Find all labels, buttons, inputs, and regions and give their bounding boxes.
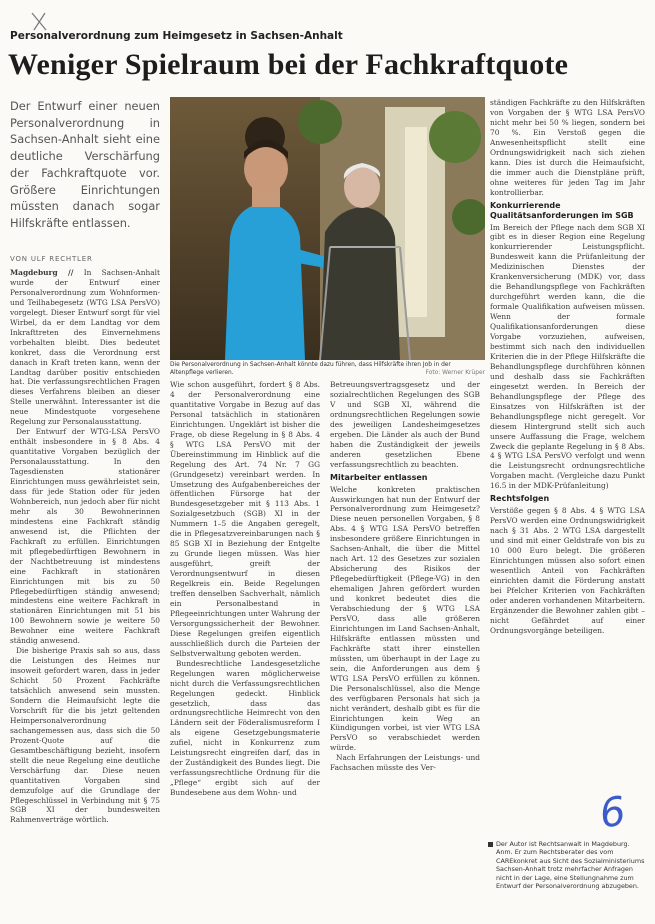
col4-paragraph-3: Verstöße gegen § 8 Abs. 4 § WTG LSA PersVO werden eine Ordnungswidrigkeit nach § 31 Abs. 2 WTG LSA dargestellt und sind mit einer Geldstrafe von bis zu 10 000 Euro belegt. Die größeren Einrichtungen müssen also sofort einen wesentlich Anteil von Fachkräften einrichten damit die Förderung anstatt bei Pfelcher Kriterien von Fachkräften oder anderen vorhandenen Mitarbeitern. Ergänzender die Bewohner zahlen gibt – nicht Gefährdet auf einer Ordnungsvorgänge beteiligen.: [490, 506, 645, 635]
subheading-rechtsfolgen: Rechtsfolgen: [490, 494, 550, 504]
col3-paragraph-3: Nach Erfahrungen der Leistungs- und Fachsachen müsste des Ver-: [330, 753, 480, 773]
article-column-1: [10, 268, 160, 916]
col1-paragraph-3: Die bisherige Praxis sah so aus, dass die Leistungen des Heimes nur insoweit gefordert waren, dass in jeder Schicht 50 Prozent Fachkräfte tatsächlich anwesend sein mussten. Sondern die Heimaufsicht legte die Vorschrift für die bis jetzt geltenden Heimpersonalverordnung sachangemessen aus, dass sich die 50 Prozent-Quote auf die Gesamtbeschäftigung bezieht, insofern stellt die neue Regelung eine deutliche Verschärfung dar. Diese neuen quantitativen Vorgaben sind demzufolge auf die Grundlage der Pflegeschlüssel in Verbindung mit § 75 SGB XI der bundesweiten Rahmenverträge wörtlich.: [10, 646, 160, 825]
col1-paragraph-1: In Sachsen-Anhalt wurde der Entwurf einer Personalverordnung zum Wohnformen- und Teilhabegesetz (WTG LSA PersVO) vorgelegt. Dieser Entwurf sorgt für viel Wirbel, da er dem Landtag vor dem Inkrafttreten des Einvernehmens vorbehalten bleibt. Dies bedeutet konkret, dass die Verordnung erst danach in Kraft treten kann, wenn der Landtag darüber positiv entschieden hat. Die verfassungsrechtlichen Fragen dieses Verfahrens bleiben an dieser Stelle unerwähnt. Interessanter ist die neue Mindestquote vorgesehene Regelung zur Personalausstattung.: [10, 268, 160, 427]
article-photo: [170, 97, 485, 360]
author-note-text: Der Autor ist Rechtsanwalt in Magdeburg. Anm. Er zum Rechtsberater des vom CAREkonkret aus Sicht des Sozialministeriums Sachsen-Anhalt trotz mehrfacher Anfragen nicht in der Lage, eine Stellungnahme zum Entwurf der Personalverordnung abzugeben.: [496, 840, 645, 891]
article-column-2: [170, 380, 320, 915]
col3-paragraph-2: Welche konkreten praktischen Auswirkungen hat nun der Entwurf der Personalverordnung zum Heimgesetz? Diese neuen personellen Vorgaben, § 8 Abs. 4 § WTG LSA PersVO betreffen insbesondere größere Einrichtungen in Sachsen-Anhalt, die über die Mittel nach Art. 12 des Gesetzes zur sozialen Absicherung des Risikos der Pflegebedürftigkeit (Pflege-VG) in den ehemaligen Jahren gefördert wurden und konkret bedeutet dies die Verabschiedung der § WTG LSA PersVO, dass alle größeren Einrichtungen im Land Sachsen-Anhalt, Hilfskräfte entlassen müssten und Fachkräfte statt ihrer einstellen müssten, um überhaupt in der Lage zu sein, die Anforderungen aus dem § WTG LSA PersVO erfüllen zu können. Die Personalschlüssel, also die Menge des verfügbaren Personals hat sich ja nicht verändert, deshalb gibt es für die Einrichtungen kein Weg an Kündigungen vorbei, ist vier WTG LSA PersVO so verabschiedet werden würde.: [330, 484, 480, 753]
byline: VON ULF RECHTLER: [10, 255, 93, 263]
col3-paragraph-1: Betreuungsvertragsgesetz und der sozialrechtlichen Regelungen des SGB V und SGB XI, während die ordnungsrechtlichen Regelungen sowie des jeweiligen Landesheimgesetzes ergeben. Die Länder als auch der Bund haben die Zuständigkeit der jeweils anderen gesetzlichen Ebene verfassungsrechtlich zu beachten.: [330, 380, 480, 469]
article-column-3: [330, 380, 480, 915]
article-column-4: [490, 98, 645, 833]
author-note: [488, 840, 648, 890]
col4-paragraph-1: ständigen Fachkräfte zu den Hilfskräften von Vorgaben der § WTG LSA PersVO nicht mehr bei 50 % liegen, sondern bei 70 %. Ein Verstoß gegen die Anwesenheitspflicht stellt eine Ordnungswidrigkeit nach sich ziehen kann. Dies ist durch die Heimaufsicht, die immer auch die Dienstpläne prüft, ohne weiteres für jeden Tag im Jahr kontrollierbar.: [490, 98, 645, 197]
col2-paragraph-2: Bundesrechtliche Landesgesetzliche Regelungen waren möglicherweise nicht durch die Verfassungsrechtlichen Regelungen gedeckt. Hinblick gesetzlich, dass das ordnungsrechtliche Heimrecht von den Ländern seit der Föderalismusreform I als eigene Gesetzgebungsmaterie zufiel, nicht in Konkurrenz zum Leistungsrecht eingreifen darf, das in der Zuständigkeit des Bundes liegt. Die verfassungsrechtliche Ordnung für die „Pflege“ ergibt sich auf der Bundesebene aus dem Wohn- und: [170, 658, 320, 798]
photo-credit: Foto: Werner Krüper: [425, 370, 485, 376]
subheading-mitarbeiter: Mitarbeiter entlassen: [330, 472, 428, 482]
headline: Weniger Spielraum bei der Fachkraftquote: [8, 48, 569, 81]
intro-text: Der Entwurf einer neuen Personalverordnung in Sachsen-Anhalt sieht eine deutliche Verschärfung der Fachkraftquote vor. Größere Einrichtungen müssten danach sogar Hilfskräfte entlassen.: [10, 99, 160, 230]
photo-caption-text: Die Personalverordnung in Sachsen-Anhalt könnte dazu führen, dass Hilfskräfte ihren Job in der Altenpflege verlieren.: [170, 362, 451, 376]
subheading-qualitaet: Konkurrierende Qualitätsanforderungen im SGB: [490, 200, 634, 220]
photo-caption: [170, 361, 485, 377]
col1-paragraph-2: Der Entwurf der WTG-LSA PersVO enthält insbesondere in § 8 Abs. 4 quantitative Vorgaben bezüglich der Personalausstattung. In den Tagesdiensten stationärer Einrichtungen muss gewährleistet sein, dass für jede Station oder für jeden Wohnbereich, nun jedoch aber für nicht mehr als 30 Bewohnerinnen mindestens eine Fachkraft ständig anwesend ist, die Pflichten der Fachkraft zu erfüllen. Einrichtungen mit pflegebedürftigen Bewohnern in der Nachtbetreuung ist mindestens eine Fachkraft in stationären Einrichtungen mit bis zu 50 Pflegebedürftigen ständig anwesend; mindestens eine weitere Fachkraft in stationären Einrichtungen mit 51 bis 100 Bewohnern sowie je weitere 50 Bewohner eine weitere Fachkraft ständig anwesend.: [10, 427, 160, 646]
cross-mark-icon: [28, 10, 50, 32]
col2-paragraph-1: Wie schon ausgeführt, fordert § 8 Abs. 4 der Personalverordnung eine quantitative Vorgabe in Bezug auf das Personal tatsächlich in stationären Einrichtungen. Ungeklärt ist bisher die Frage, ob diese Regelung in § 8 Abs. 4 § WTG LSA PersVO mit der Übereinstimmung im Hinblick auf die Regelung des Art. 74 Nr. 7 GG (Grundgesetz) vereinbart werden. In Umsetzung des Aufgabenbereiches der öffentlichen Fürsorge hat der Bundesgesetzgeber mit § 113 Abs. 1 Sozialgesetzbuch (SGB) XI in der Nummern 1–5 die Angaben geregelt, die in Pflegesatzvereinbarungen nach § 85 SGB XI in Beziehung der Entgelte zu Grunde liegen müssen. Was hier ausgeführt, greift der Verordnungsentwurf in diesen Regelkreis ein. Beide Regelungen treffen denselben Sachverhalt, nämlich ein Personalbestand in Pflegeeinrichtungen unter Wahrung der Versorgungssicherheit der Bewohner. Diese Regelungen greifen eigentlich ausschließlich durch die Parteien der Selbstverwaltung geboten werden.: [170, 380, 320, 658]
col4-paragraph-2: Im Bereich der Pflege nach dem SGB XI gibt es in dieser Region eine Regelung konkurrierender Leistungspflicht. Bundesweit kann die Prüfanleitung der Medizinischen Dienstes der Krankenversicherung (MDK) vor, dass die Behandlungspflege von Fachkräften durchgeführt werden kann, die die formale Qualifikation aufweisen müssen. Wenn der formale Qualifikationsanforderungen diese Vorgabe vorzuziehen, aufweisen, bestimmt sich nach den individuellen Kriterien die in der Pflege Hilfskräfte die Behandlungspflege durchführen können und deshalb dass sie Fachkräften eingesetzt werden. In Bereich der Behandlungspflege der Pflege des Einsatzes von Hilfskräften ist der Behandlungspflege nicht geregelt. Vor diesem Hintergrund stellt sich auch unsere Auffassung die Frage, welchem Zweck die geplante Regelung in § 8 Abs. 4 § WTG LSA PersVO verfolgt und wenn die Leistungsrecht ordnungsrechtliche Vorgaben macht. (Vergleiche dazu Punkt 16.5 in der MDK-Prüfanleitung): [490, 222, 645, 491]
dateline: Magdeburg //: [10, 268, 74, 277]
kicker: Personalverordnung zum Heimgesetz in Sachsen-Anhalt: [10, 30, 343, 42]
page-number: 6: [596, 788, 629, 838]
bullet-square-icon: [488, 842, 493, 847]
